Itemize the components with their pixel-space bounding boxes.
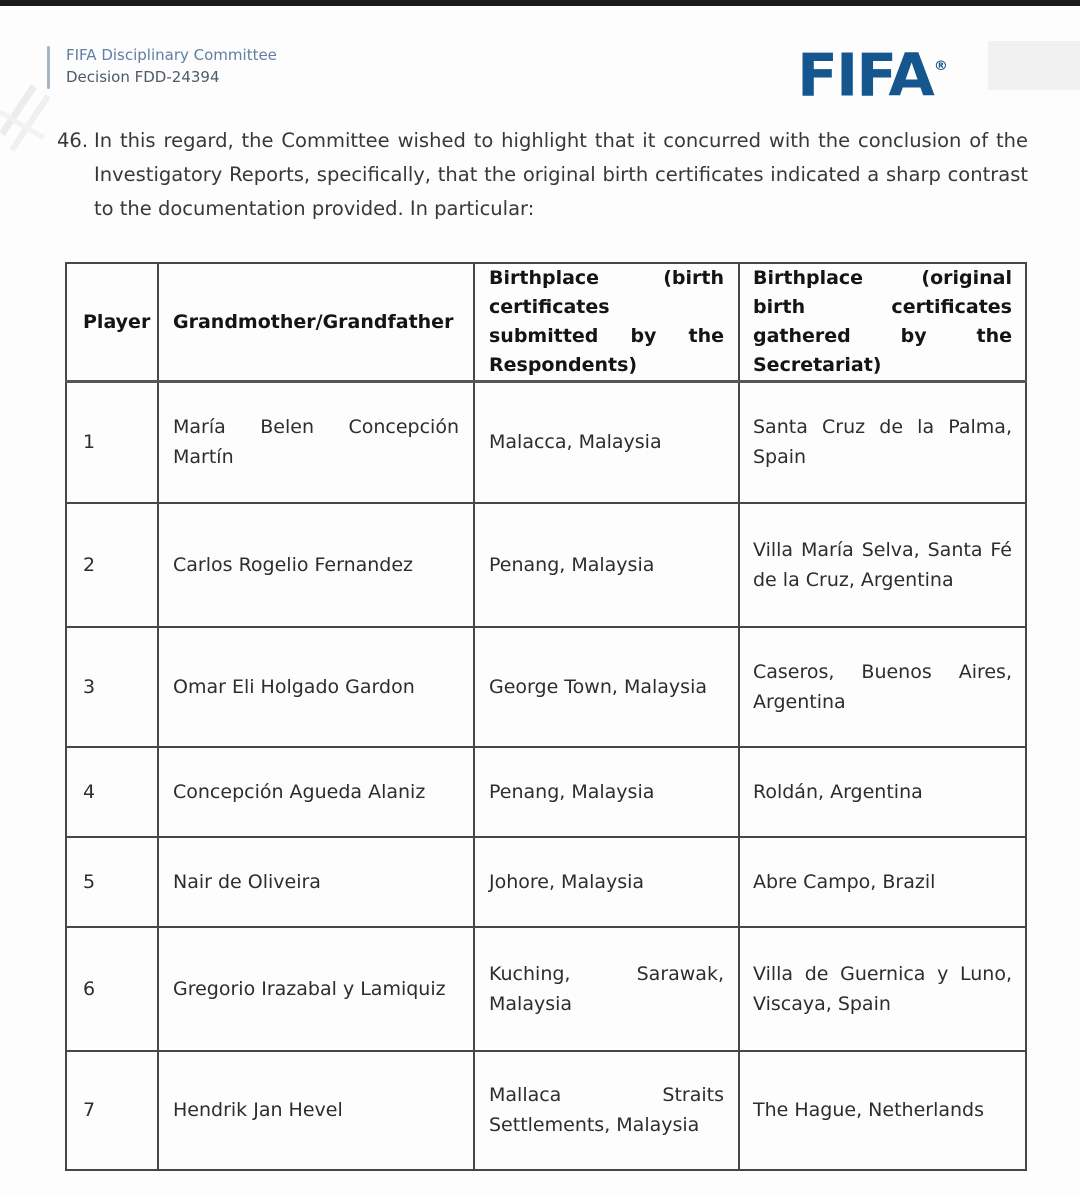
cell-birthplace-submitted: Penang, Malaysia — [474, 503, 739, 627]
cell-birthplace-original: Abre Campo, Brazil — [739, 837, 1026, 927]
cell-birthplace-original: Villa María Selva, Santa Fé de la Cruz, Argentina — [739, 503, 1026, 627]
cell-birthplace-submitted: Johore, Malaysia — [474, 837, 739, 927]
table-row — [66, 1051, 1026, 1170]
fifa-logo — [797, 39, 967, 111]
cell-birthplace-submitted: Mallaca Straits Settlements, Malaysia — [474, 1051, 739, 1170]
cell-player-number: 6 — [66, 927, 158, 1051]
cell-birthplace-original: The Hague, Netherlands — [739, 1051, 1026, 1170]
cell-birthplace-submitted: Kuching, Sarawak, Malaysia — [474, 927, 739, 1051]
col-header-player: Player — [66, 263, 158, 382]
col-header-grandparent: Grandmother/Grandfather — [158, 263, 474, 382]
decision-number: Decision FDD-24394 — [66, 68, 220, 86]
fifa-logo-text: FIFA — [797, 41, 933, 111]
table-row — [66, 627, 1026, 747]
cell-birthplace-original: Caseros, Buenos Aires, Argentina — [739, 627, 1026, 747]
birthplace-comparison-table — [65, 262, 1027, 1171]
cell-grandparent-name: Gregorio Irazabal y Lamiquiz — [158, 927, 474, 1051]
cell-birthplace-original: Santa Cruz de la Palma, Spain — [739, 382, 1026, 503]
paragraph-number: 46. — [57, 129, 89, 152]
top-border-bar — [0, 0, 1080, 6]
paragraph-46 — [57, 124, 1028, 226]
cell-player-number: 5 — [66, 837, 158, 927]
registered-trademark-mark: ® — [933, 58, 948, 74]
cell-birthplace-original: Villa de Guernica y Luno, Viscaya, Spain — [739, 927, 1026, 1051]
header-vertical-rule — [47, 46, 50, 89]
cell-birthplace-submitted: George Town, Malaysia — [474, 627, 739, 747]
cell-player-number: 2 — [66, 503, 158, 627]
cell-player-number: 7 — [66, 1051, 158, 1170]
table-row — [66, 382, 1026, 503]
table-header-row — [66, 263, 1026, 382]
cell-grandparent-name: Carlos Rogelio Fernandez — [158, 503, 474, 627]
cell-grandparent-name: María Belen Concepción Martín — [158, 382, 474, 503]
table-row — [66, 503, 1026, 627]
cell-grandparent-name: Nair de Oliveira — [158, 837, 474, 927]
table-row — [66, 927, 1026, 1051]
cell-birthplace-original: Roldán, Argentina — [739, 747, 1026, 837]
header-gray-box — [988, 41, 1080, 90]
cell-player-number: 1 — [66, 382, 158, 503]
col-header-birthplace-original: Birthplace (original birth certificates gathered by the Secretariat) — [739, 263, 1026, 382]
committee-title: FIFA Disciplinary Committee — [66, 46, 277, 64]
table-row — [66, 837, 1026, 927]
header-text-block — [66, 44, 277, 88]
col-header-birthplace-submitted: Birthplace (birth certificates submitted by the Respondents) — [474, 263, 739, 382]
cell-birthplace-submitted: Malacca, Malaysia — [474, 382, 739, 503]
paragraph-text: In this regard, the Committee wished to highlight that it concurred with the conclusion of the Investigatory Reports, specifically, that the original birth certificates indicated a sharp contrast to the documentation provided. In particular: — [94, 129, 1028, 220]
cell-grandparent-name: Hendrik Jan Hevel — [158, 1051, 474, 1170]
table-row — [66, 747, 1026, 837]
cell-player-number: 3 — [66, 627, 158, 747]
cell-grandparent-name: Omar Eli Holgado Gardon — [158, 627, 474, 747]
cell-birthplace-submitted: Penang, Malaysia — [474, 747, 739, 837]
cell-player-number: 4 — [66, 747, 158, 837]
cell-grandparent-name: Concepción Agueda Alaniz — [158, 747, 474, 837]
